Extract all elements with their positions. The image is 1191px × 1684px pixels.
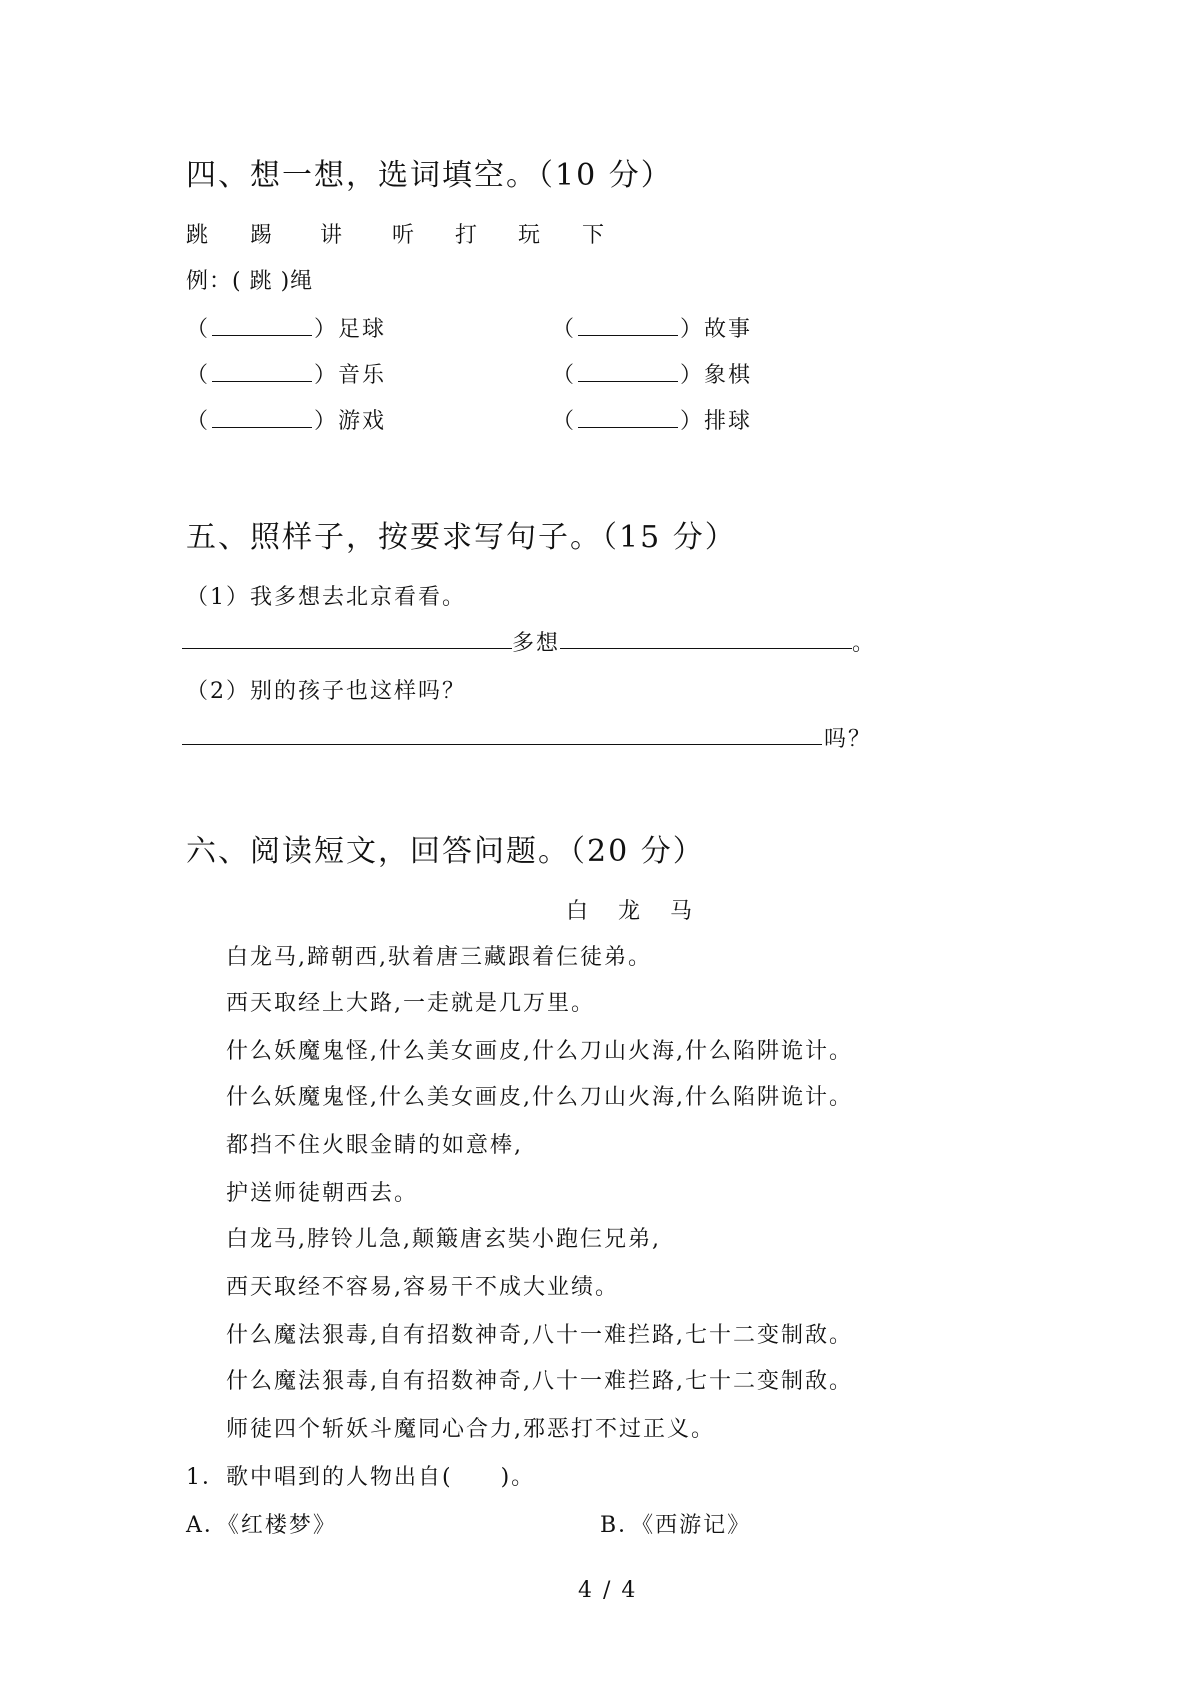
word-bank-item: 下: [582, 223, 605, 248]
fill-item: （ ）足球: [186, 317, 387, 342]
poem-line: 西天取经上大路,一走就是几万里。: [226, 991, 595, 1016]
poem-line: 什么妖魔鬼怪,什么美女画皮,什么刀山火海,什么陷阱诡计。: [226, 1039, 853, 1064]
answer-blank[interactable]: [578, 365, 678, 382]
word-bank-item: 讲: [320, 223, 343, 248]
question-1: （1）我多想去北京看看。: [186, 585, 466, 610]
poem-line: 白龙马,蹄朝西,驮着唐三藏跟着仨徒弟。: [226, 945, 652, 970]
poem-line: 白龙马,脖铃儿急,颠簸唐玄奘小跑仨兄弟,: [226, 1227, 661, 1252]
answer-blank[interactable]: [578, 411, 678, 428]
poem-line: 师徒四个斩妖斗魔同心合力,邪恶打不过正义。: [226, 1417, 715, 1442]
fill-item: （ ）排球: [552, 409, 753, 434]
passage-title: 白 龙 马: [566, 899, 697, 924]
section5-heading: 五、照样子，按要求写句子。（15 分）: [186, 520, 737, 555]
q1-keyword: 多想: [512, 631, 561, 656]
answer-line[interactable]: [182, 648, 512, 649]
q2-ending: 吗？: [824, 727, 873, 752]
page-number: 4 / 4: [578, 1578, 638, 1603]
question-2: （2）别的孩子也这样吗？: [186, 679, 466, 704]
word-bank-item: 打: [455, 223, 478, 248]
poem-line: 什么魔法狠毒,自有招数神奇,八十一难拦路,七十二变制敌。: [226, 1323, 853, 1348]
answer-line[interactable]: [182, 744, 822, 745]
fill-item: （ ）故事: [552, 317, 753, 342]
answer-blank[interactable]: [212, 411, 312, 428]
poem-line: 什么魔法狠毒,自有招数神奇,八十一难拦路,七十二变制敌。: [226, 1369, 853, 1394]
answer-blank[interactable]: [212, 319, 312, 336]
fill-item: （ ）音乐: [186, 363, 387, 388]
poem-line: 都挡不住火眼金睛的如意棒,: [226, 1133, 523, 1158]
section4-heading: 四、想一想，选词填空。（10 分）: [186, 158, 673, 193]
fill-item: （ ）象棋: [552, 363, 753, 388]
example-line: 例：( 跳 )绳: [186, 269, 314, 294]
q1-period: 。: [852, 631, 877, 656]
word-bank-item: 听: [392, 223, 415, 248]
poem-line: 什么妖魔鬼怪,什么美女画皮,什么刀山火海,什么陷阱诡计。: [226, 1085, 853, 1110]
option-b[interactable]: B．《西游记》: [600, 1513, 752, 1538]
answer-blank[interactable]: [212, 365, 312, 382]
fill-item: （ ）游戏: [186, 409, 387, 434]
word-bank-item: 跳: [186, 223, 209, 248]
answer-line[interactable]: [560, 648, 852, 649]
word-bank-item: 玩: [518, 223, 541, 248]
poem-line: 西天取经不容易,容易干不成大业绩。: [226, 1275, 619, 1300]
word-bank-item: 踢: [250, 223, 273, 248]
section6-heading: 六、阅读短文，回答问题。（20 分）: [186, 834, 705, 869]
option-a[interactable]: A．《红楼梦》: [186, 1513, 337, 1538]
reading-question-1: 1．歌中唱到的人物出自( )。: [186, 1465, 536, 1490]
answer-blank[interactable]: [578, 319, 678, 336]
poem-line: 护送师徒朝西去。: [226, 1181, 419, 1206]
